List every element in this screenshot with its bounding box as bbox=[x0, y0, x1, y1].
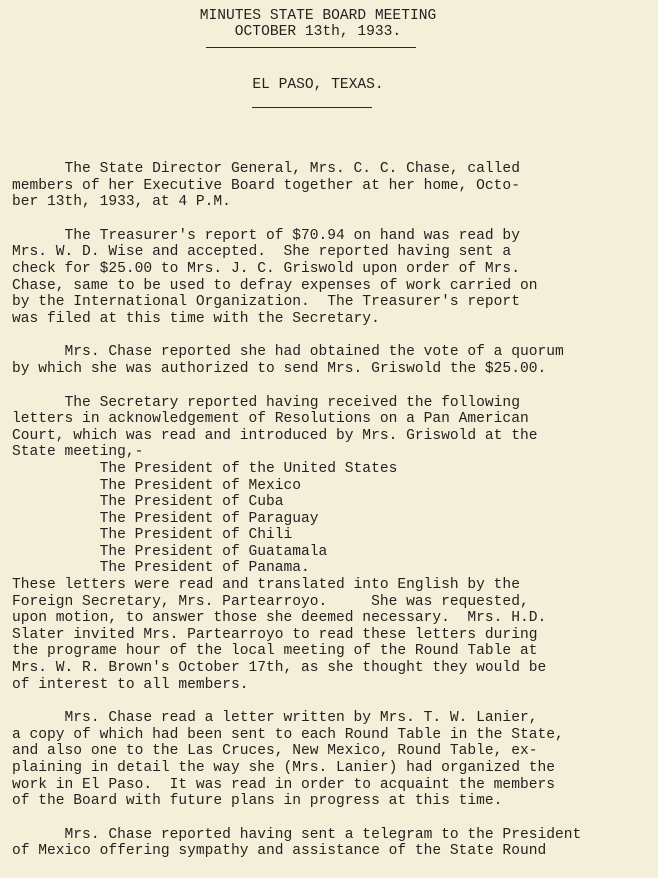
text-line: Mrs. Chase reported having sent a telegram to the President bbox=[12, 826, 582, 843]
paragraph bbox=[12, 827, 652, 860]
text-line: State meeting,- bbox=[12, 444, 144, 461]
text-line: The President of Chili bbox=[12, 527, 293, 544]
paragraph bbox=[12, 228, 652, 328]
text-line: ber 13th, 1933, at 4 P.M. bbox=[12, 194, 231, 211]
text-line: by the International Organization. The Treasurer's report bbox=[12, 294, 520, 311]
text-line: check for $25.00 to Mrs. J. C. Griswold upon order of Mrs. bbox=[12, 260, 520, 277]
text-line: Slater invited Mrs. Partearroyo to read these letters during bbox=[12, 626, 538, 643]
text-line: The President of the United States bbox=[12, 460, 398, 477]
text-line: The Treasurer's report of $70.94 on hand was read by bbox=[12, 227, 520, 244]
paragraph-gap bbox=[12, 211, 652, 228]
minutes-body bbox=[12, 161, 652, 860]
text-line: The President of Paraguay bbox=[12, 510, 319, 527]
paragraph-gap bbox=[12, 810, 652, 827]
text-line: Mrs. W. R. Brown's October 17th, as she thought they would be bbox=[12, 660, 547, 677]
text-line: Foreign Secretary, Mrs. Partearroyo. She was requested, bbox=[12, 593, 529, 610]
text-line: Mrs. W. D. Wise and accepted. She reported having sent a bbox=[12, 244, 512, 261]
text-line: and also one to the Las Cruces, New Mexico, Round Table, ex- bbox=[12, 743, 538, 760]
paragraph bbox=[12, 395, 652, 694]
text-line: was filed at this time with the Secretary. bbox=[12, 310, 380, 327]
text-line: a copy of which had been sent to each Round Table in the State, bbox=[12, 726, 564, 743]
paragraph bbox=[12, 710, 652, 810]
text-line: of Mexico offering sympathy and assistance of the State Round bbox=[12, 843, 547, 860]
meeting-place: EL PASO, TEXAS. bbox=[252, 77, 384, 93]
text-line: Court, which was read and introduced by Mrs. Griswold at the bbox=[12, 427, 538, 444]
text-line: of the Board with future plans in progress at this time. bbox=[12, 793, 503, 810]
text-line: Mrs. Chase read a letter written by Mrs. T. W. Lanier, bbox=[12, 710, 538, 727]
text-line: The President of Guatamala bbox=[12, 543, 328, 560]
document-title: MINUTES STATE BOARD MEETING bbox=[199, 8, 437, 24]
text-line: Chase, same to be used to defray expenses of work carried on bbox=[12, 277, 538, 294]
text-line: by which she was authorized to send Mrs. Griswold the $25.00. bbox=[12, 360, 547, 377]
text-line: work in El Paso. It was read in order to acquaint the members bbox=[12, 776, 555, 793]
text-line: The State Director General, Mrs. C. C. Chase, called bbox=[12, 161, 520, 177]
paragraph-gap bbox=[12, 327, 652, 344]
paragraph bbox=[12, 344, 652, 377]
text-line: of interest to all members. bbox=[12, 676, 249, 693]
text-line: plaining in detail the way she (Mrs. Lanier) had organized the bbox=[12, 760, 555, 776]
text-line: The President of Mexico bbox=[12, 477, 302, 494]
text-line: The President of Panama. bbox=[12, 560, 310, 577]
text-line: Mrs. Chase reported she had obtained the vote of a quorum bbox=[12, 344, 564, 361]
paragraph-gap bbox=[12, 693, 652, 710]
text-line: These letters were read and translated into English by the bbox=[12, 577, 520, 594]
text-line: The Secretary reported having received the following bbox=[12, 394, 520, 411]
text-line: the programe hour of the local meeting of the Round Table at bbox=[12, 643, 538, 660]
text-line: members of her Executive Board together at her home, Octo- bbox=[12, 177, 520, 194]
paragraph bbox=[12, 161, 652, 211]
text-line: letters in acknowledgement of Resolutions on a Pan American bbox=[12, 411, 529, 428]
paragraph-gap bbox=[12, 378, 652, 395]
place-underline bbox=[252, 107, 372, 108]
meeting-date: OCTOBER 13th, 1933. bbox=[234, 24, 402, 40]
text-line: upon motion, to answer those she deemed necessary. Mrs. H.D. bbox=[12, 610, 547, 627]
title-underline bbox=[206, 47, 416, 48]
text-line: The President of Cuba bbox=[12, 494, 284, 511]
